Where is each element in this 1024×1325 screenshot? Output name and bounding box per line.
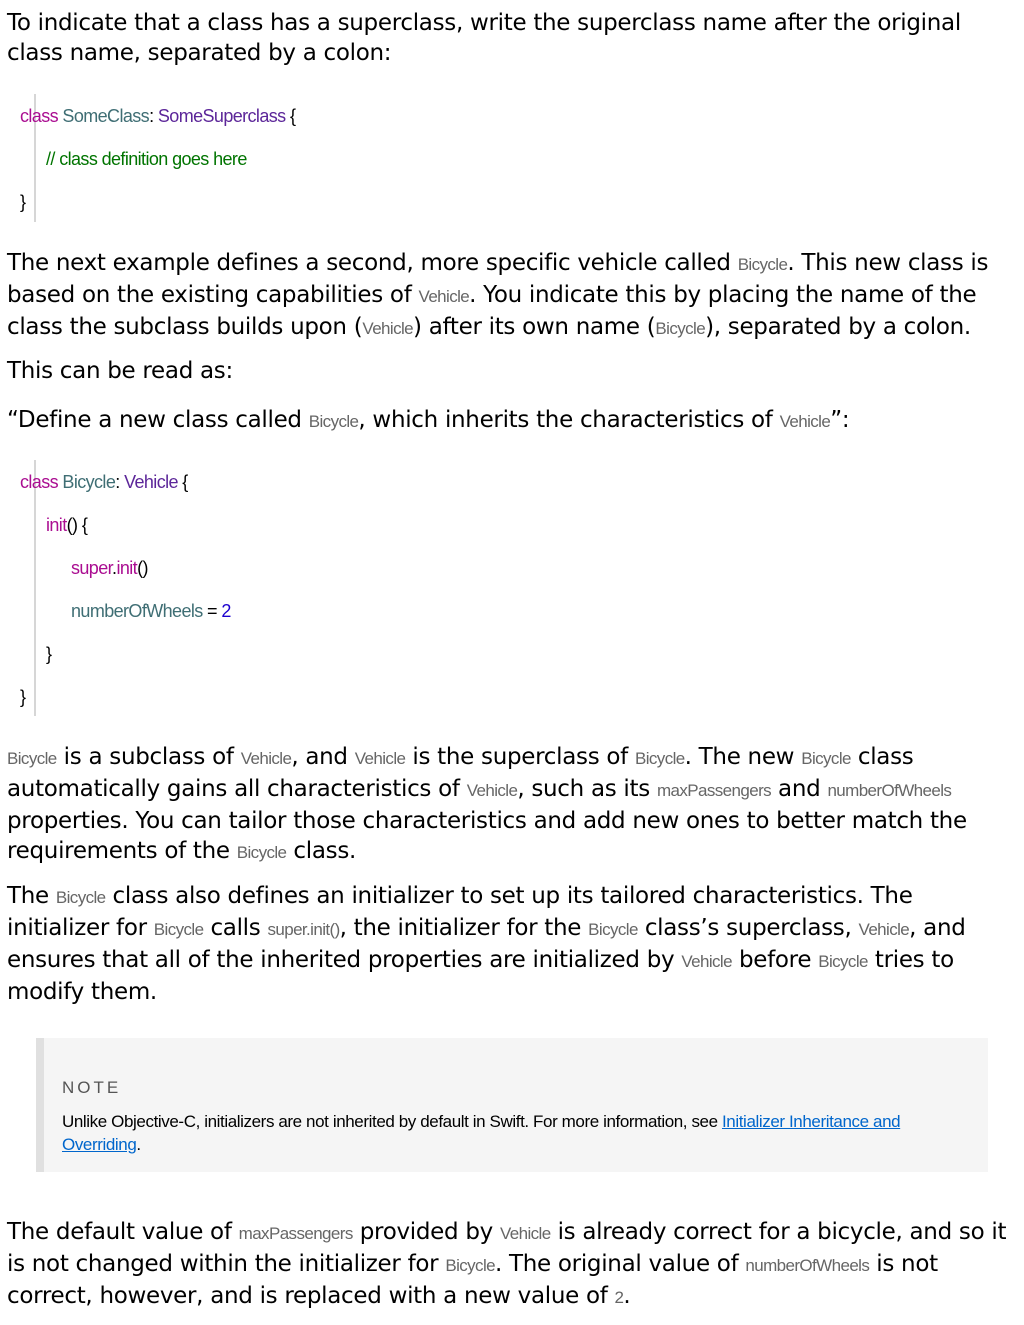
note-body — [62, 1110, 922, 1156]
text: before — [731, 947, 819, 973]
inline-code: maxPassengers — [656, 781, 772, 800]
definition-quote-paragraph — [7, 405, 1007, 437]
text: . This new class is based on the existing capabilities of — [7, 250, 989, 308]
text: is already correct for a bicycle, and so it is not changed within the initializer for — [7, 1219, 1007, 1277]
text: tries to modify them. — [7, 947, 954, 1005]
inline-code: Vehicle — [240, 749, 292, 768]
text: This can be read as: — [7, 358, 233, 384]
inline-code: Vehicle — [354, 749, 406, 768]
text: calls — [203, 915, 268, 941]
code-block-bicycle — [20, 460, 1016, 716]
code-punct: { — [285, 106, 296, 126]
inline-code: numberOfWheels — [827, 781, 952, 800]
code-line — [20, 104, 295, 128]
inline-code: Vehicle — [466, 781, 518, 800]
note-text: . — [136, 1135, 141, 1154]
code-closing-brace: } — [20, 192, 26, 212]
text: ), separated by a colon. — [705, 314, 971, 340]
note-box — [36, 1038, 988, 1172]
code-punct: : — [115, 472, 125, 492]
initializer-inheritance-link[interactable]: Initializer Inheritance and Overriding — [62, 1112, 901, 1154]
text: properties. You can tailor those characteristics and add new ones to better match the requirements of the — [7, 808, 967, 864]
code-punct: () — [137, 558, 148, 578]
intro-paragraph — [7, 8, 1007, 68]
text: . You indicate this by placing the name of the class the subclass builds upon ( — [7, 282, 977, 340]
code-punct: : — [149, 106, 158, 126]
text: is not correct, however, and is replaced with a new value of — [7, 1251, 938, 1309]
inline-code: Bicycle — [236, 843, 287, 862]
code-keyword: class — [20, 106, 59, 126]
text: class. — [286, 838, 357, 864]
text: . The original value of — [494, 1251, 746, 1277]
note-text: Unlike Objective-C, initializers are not inherited by default in Swift. For more information, see — [62, 1112, 722, 1131]
text: The — [7, 883, 56, 909]
inline-code: Bicycle — [801, 749, 851, 768]
code-keyword: super — [71, 558, 113, 578]
text: , and ensures that all of the inherited properties are initialized by — [7, 915, 966, 973]
code-class-name: SomeClass — [62, 106, 150, 126]
text: ) after its own name ( — [413, 314, 656, 340]
code-punct: { — [177, 472, 188, 492]
text: , which inherits the characteristics of — [358, 407, 780, 433]
text: is a subclass of — [56, 744, 241, 770]
code-punct: () { — [66, 515, 88, 535]
code-line — [71, 599, 231, 623]
inline-code: Bicycle — [588, 920, 638, 939]
code-closing-brace: } — [20, 687, 26, 707]
code-line — [46, 513, 87, 537]
inline-code: super.init() — [267, 920, 340, 939]
code-closing-brace: } — [46, 644, 52, 664]
code-property: numberOfWheels — [71, 601, 203, 621]
code-comment: // class definition goes here — [46, 149, 247, 169]
inline-code: Vehicle — [681, 952, 732, 971]
code-superclass-name: Vehicle — [124, 472, 178, 492]
inline-code: Bicycle — [7, 749, 57, 768]
text: class automatically gains all characteristics of — [7, 744, 914, 802]
inline-code: Bicycle — [308, 412, 359, 431]
code-punct: = — [202, 601, 222, 621]
inline-code: 2 — [614, 1288, 624, 1307]
default-value-paragraph — [7, 1217, 1007, 1313]
code-superclass-name: SomeSuperclass — [157, 106, 286, 126]
code-punct: . — [112, 558, 117, 578]
inline-code: Vehicle — [418, 287, 470, 306]
code-line — [71, 556, 148, 580]
inline-code: Bicycle — [818, 952, 868, 971]
text: , such as its — [517, 776, 657, 802]
inline-code: numberOfWheels — [745, 1256, 870, 1275]
inline-code: maxPassengers — [238, 1224, 353, 1243]
inline-code: Bicycle — [634, 749, 685, 768]
text: “Define a new class called — [7, 407, 309, 433]
read-as-paragraph — [7, 356, 1007, 386]
inline-code: Bicycle — [153, 920, 204, 939]
text: The next example defines a second, more specific vehicle called — [7, 250, 738, 276]
text: . — [623, 1283, 631, 1309]
text: , and — [291, 744, 355, 770]
text: ”: — [830, 407, 850, 433]
intro-text: To indicate that a class has a superclass, write the superclass name after the original class name, separated by a colon: — [7, 10, 961, 66]
inline-code: Vehicle — [779, 412, 831, 431]
code-number: 2 — [221, 601, 231, 621]
text: provided by — [352, 1219, 500, 1245]
code-keyword: init — [46, 515, 67, 535]
text: , the initializer for the — [339, 915, 589, 941]
text: The default value of — [7, 1219, 239, 1245]
initializer-paragraph — [7, 881, 1007, 1007]
note-label: NOTE — [62, 1078, 122, 1097]
inline-code: Bicycle — [55, 888, 106, 907]
code-class-name: Bicycle — [62, 472, 116, 492]
inline-code: Bicycle — [445, 1256, 495, 1275]
text: class also defines an initializer to set up its tailored characteristics. The initializer for — [7, 883, 913, 941]
code-keyword: class — [20, 472, 59, 492]
code-block-superclass-syntax — [20, 94, 1016, 222]
inline-code: Vehicle — [499, 1224, 551, 1243]
text: class’s superclass, — [637, 915, 859, 941]
inline-code: Vehicle — [858, 920, 910, 939]
subclass-explanation-paragraph — [7, 248, 1007, 344]
text: and — [771, 776, 828, 802]
inline-code: Bicycle — [655, 319, 706, 338]
inline-code: Vehicle — [362, 319, 414, 338]
text: . The new — [684, 744, 802, 770]
subclass-relationship-paragraph — [7, 742, 1007, 868]
code-keyword: init — [116, 558, 138, 578]
inline-code: Bicycle — [737, 255, 788, 274]
code-line — [20, 470, 188, 494]
text: is the superclass of — [405, 744, 635, 770]
